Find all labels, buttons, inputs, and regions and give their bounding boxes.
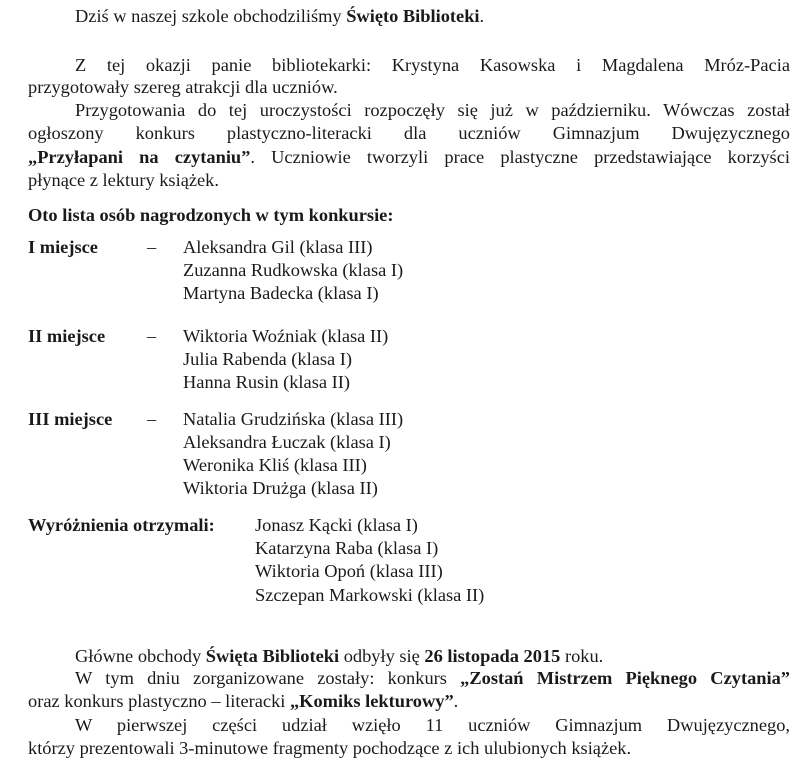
honor-name-1: Jonasz Kącki (klasa I) — [255, 515, 418, 535]
outro-text: W tym dniu zorganizowane zostały: konkurs — [75, 668, 461, 688]
honor-name-4: Szczepan Markowski (klasa II) — [255, 585, 485, 605]
event-date: 26 listopada 2015 — [424, 646, 561, 666]
place-1-winner-1: Aleksandra Gil (klasa III) — [183, 237, 373, 257]
place-3-label: III miejsce — [28, 409, 113, 429]
place-1-winner-3: Martyna Badecka (klasa I) — [183, 283, 379, 303]
paragraph-3-line-3-text: . Uczniowie tworzyli prace plastyczne przedstawiające korzyści — [250, 147, 790, 167]
list-heading: Oto lista osób nagrodzonych w tym konkursie: — [28, 205, 394, 225]
outro-text: odbyły się — [339, 646, 425, 666]
place-1-winner-2: Zuzanna Rudkowska (klasa I) — [183, 260, 404, 280]
place-1-dash: – — [147, 237, 157, 257]
outro-line-3 — [28, 690, 458, 712]
place-3-dash: – — [147, 409, 157, 429]
outro-text: roku. — [560, 646, 604, 666]
paragraph-2-line-1: Z tej okazji panie bibliotekarki: Krystyna Kasowska i Magdalena Mróz-Pacia — [75, 55, 790, 75]
intro-text: Dziś w naszej szkole obchodziliśmy — [75, 6, 347, 26]
outro-text: Główne obchody — [75, 646, 206, 666]
outro-text: oraz konkurs plastyczno – literacki — [28, 691, 290, 711]
place-3-winner-4: Wiktoria Drużga (klasa II) — [183, 478, 378, 498]
place-2-winner-2: Julia Rabenda (klasa I) — [183, 349, 353, 369]
place-2-label: II miejsce — [28, 326, 106, 346]
contest-name: „Przyłapani na czytaniu” — [28, 147, 251, 167]
place-3-winner-2: Aleksandra Łuczak (klasa I) — [183, 432, 391, 452]
place-1-label: I miejsce — [28, 237, 98, 257]
outro-line-4: W pierwszej części udział wzięło 11 uczniów Gimnazjum Dwujęzycznego, — [75, 715, 790, 735]
paragraph-3-line-3 — [28, 146, 790, 168]
place-3-winner-1: Natalia Grudzińska (klasa III) — [183, 409, 404, 429]
contest-name: „Zostań Mistrzem Pięknego Czytania” — [460, 668, 790, 688]
honors-label: Wyróżnienia otrzymali: — [28, 515, 215, 535]
honor-name-3: Wiktoria Opoń (klasa III) — [255, 561, 443, 581]
paragraph-3-line-2: ogłoszony konkurs plastyczno-literacki dla uczniów Gimnazjum Dwujęzycznego — [28, 123, 790, 143]
paragraph-3-line-1: Przygotowania do tej uroczystości rozpoczęły się już w październiku. Wówczas został — [75, 100, 790, 120]
contest-name: „Komiks lekturowy” — [289, 691, 454, 711]
punctuation: . — [479, 6, 485, 26]
outro-line-5: którzy prezentowali 3-minutowe fragmenty pochodzące z ich ulubionych książek. — [28, 738, 632, 758]
paragraph-2-line-2: przygotowały szereg atrakcji dla uczniów. — [28, 77, 338, 97]
honor-name-2: Katarzyna Raba (klasa I) — [255, 538, 439, 558]
event-name: Święta Biblioteki — [205, 646, 340, 666]
place-2-winner-3: Hanna Rusin (klasa II) — [183, 372, 350, 392]
place-2-dash: – — [147, 326, 157, 346]
paragraph-3-line-4: płynące z lektury książek. — [28, 170, 219, 190]
outro-line-1 — [75, 645, 603, 667]
punctuation: . — [453, 691, 459, 711]
intro-line-1 — [75, 5, 484, 27]
place-3-winner-3: Weronika Kliś (klasa III) — [183, 455, 367, 475]
event-name: Święto Biblioteki — [346, 6, 480, 26]
place-2-winner-1: Wiktoria Woźniak (klasa II) — [183, 326, 389, 346]
outro-line-2 — [75, 667, 790, 689]
